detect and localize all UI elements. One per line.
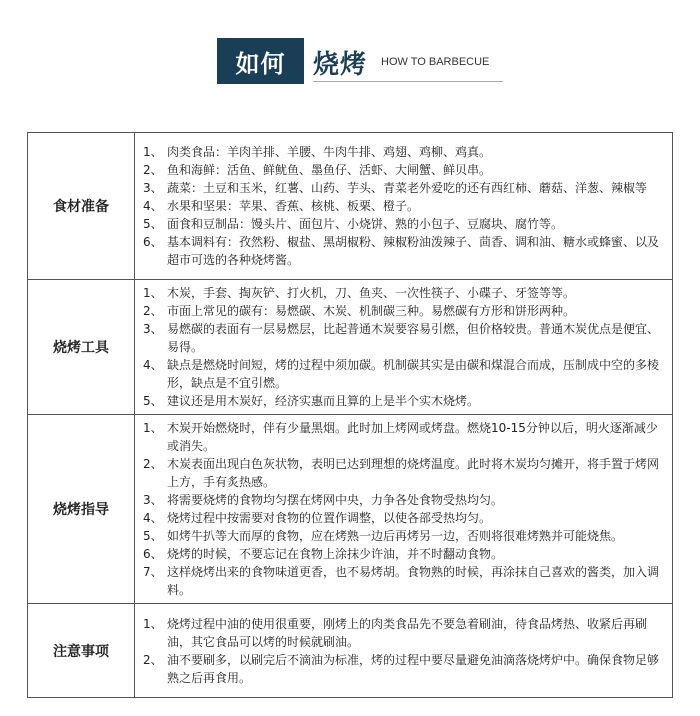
section-content xyxy=(135,604,673,698)
item-text: 水果和坚果：苹果、香蕉、核桃、板栗、橙子。 xyxy=(167,199,420,213)
item-text: 烧烤过程中按需要对食物的位置作调整，以使各部受热均匀。 xyxy=(167,511,492,525)
item-number: 2、 xyxy=(143,652,163,667)
title-underline xyxy=(313,81,503,82)
section-title: 注意事项 xyxy=(28,604,135,698)
title-badge xyxy=(217,38,304,84)
item-text: 肉类食品：羊肉羊排、羊腰、牛肉牛排、鸡翅、鸡柳、鸡真。 xyxy=(167,145,492,159)
item-number: 3、 xyxy=(143,322,163,336)
item-number: 5、 xyxy=(143,394,163,408)
section-title: 烧烤工具 xyxy=(28,280,135,415)
title-part1: 如何 xyxy=(235,49,286,78)
item-number: 4、 xyxy=(143,358,163,372)
list-item xyxy=(143,215,662,233)
item-text: 这样烧烤出来的食物味道更香，也不易烤胡。食物熟的时候，再涂抹自己喜欢的酱类，加入调料。 xyxy=(167,565,660,597)
item-text: 烧烤的时候，不要忘记在食物上涂抹少许油，并不时翻动食物。 xyxy=(167,547,504,561)
item-text: 木炭开始燃烧时，伴有少量黑烟。此时加上烤网或烤盘。燃烧10-15分钟以后，明火逐渐减少或消失。 xyxy=(167,421,658,453)
item-text: 鱼和海鲜：活鱼、鲜鱿鱼、墨鱼仔、活虾、大闸蟹、鲜贝串。 xyxy=(167,163,492,177)
list-item xyxy=(143,491,662,509)
list-item xyxy=(143,179,662,197)
list-item xyxy=(143,233,662,269)
table-row xyxy=(28,604,673,698)
item-text: 基本调料有：孜然粉、椒盐、黑胡椒粉、辣椒粉油泼辣子、茴香、调和油、糖水或蜂蜜、以及超市可选的各种烧烤酱。 xyxy=(167,235,660,267)
item-text: 缺点是燃烧时间短，烤的过程中须加碳。机制碳其实是由碳和煤混合而成，压制成中空的多棱形，缺点是不宜引燃。 xyxy=(167,358,660,390)
item-number: 2、 xyxy=(143,457,163,471)
list-item xyxy=(143,615,662,651)
item-text: 油不要刷多，以刷完后不滴油为标准，烤的过程中要尽量避免油滴落烧烤炉中。确保食物足够熟之后再食用。 xyxy=(167,652,660,685)
item-number: 1、 xyxy=(143,286,163,300)
title-part2: 烧烤 xyxy=(313,50,368,80)
section-title: 烧烤指导 xyxy=(28,415,135,604)
item-text: 易燃碳的表面有一层易燃层，比起普通木炭要容易引燃，但价格较贵。普通木炭优点是便宜、易得。 xyxy=(167,322,660,354)
item-number: 1、 xyxy=(143,421,163,435)
item-number: 5、 xyxy=(143,217,163,231)
item-text: 木炭表面出现白色灰状物，表明已达到理想的烧烤温度。此时将木炭均匀摊开，将手置于烤网上方，手有炙热感。 xyxy=(167,457,660,489)
item-number: 3、 xyxy=(143,181,163,195)
list-item xyxy=(143,356,662,392)
item-number: 1、 xyxy=(143,145,163,159)
table-row xyxy=(28,415,673,604)
item-number: 2、 xyxy=(143,304,163,318)
list-item xyxy=(143,161,662,179)
item-number: 4、 xyxy=(143,199,163,213)
item-text: 市面上常见的碳有：易燃碳、木炭、机制碳三种。易燃碳有方形和饼形两种。 xyxy=(167,304,576,318)
item-number: 5、 xyxy=(143,529,163,543)
item-text: 面食和豆制品：馒头片、面包片、小烧饼、熟的小包子、豆腐块、腐竹等。 xyxy=(167,217,564,231)
list-item xyxy=(143,455,662,491)
title-subtitle-en: HOW TO BARBECUE xyxy=(381,56,490,68)
list-item xyxy=(143,143,662,161)
item-text: 烧烤过程中油的使用很重要，刚烤上的肉类食品先不要急着刷油，待食品烤热、收紧后再刷油，其它食品可以烤的时候就刷油。 xyxy=(167,616,648,649)
list-item xyxy=(143,392,662,410)
table-row xyxy=(28,280,673,415)
table-row xyxy=(28,133,673,280)
list-item xyxy=(143,419,662,455)
item-number: 3、 xyxy=(143,493,163,507)
page-title xyxy=(217,38,500,84)
list-item xyxy=(143,509,662,527)
list-item xyxy=(143,651,662,687)
item-number: 7、 xyxy=(143,565,163,579)
list-item xyxy=(143,197,662,215)
item-text: 木炭，手套、掏灰铲、打火机，刀、鱼夹、一次性筷子、小碟子、牙签等等。 xyxy=(167,286,576,300)
section-content xyxy=(135,280,673,415)
section-content xyxy=(135,415,673,604)
item-text: 建议还是用木炭好，经济实惠而且算的上是半个实木烧烤。 xyxy=(167,394,480,408)
list-item xyxy=(143,545,662,563)
item-text: 如烤牛扒等大而厚的食物，应在烤熟一边后再烤另一边，否则将很难烤熟并可能烧焦。 xyxy=(167,529,624,543)
item-number: 1、 xyxy=(143,616,163,631)
item-number: 6、 xyxy=(143,547,163,561)
list-item xyxy=(143,284,662,302)
item-text: 将需要烧烤的食物均匀摆在烤网中央，力争各处食物受热均匀。 xyxy=(167,493,504,507)
section-title: 食材准备 xyxy=(28,133,135,280)
list-item xyxy=(143,563,662,599)
item-number: 4、 xyxy=(143,511,163,525)
list-item xyxy=(143,527,662,545)
bbq-guide-table xyxy=(27,132,673,698)
item-text: 蔬菜：土豆和玉米，红薯、山药、芋头、青菜老外爱吃的还有西红柿、蘑菇、洋葱、辣椒等 xyxy=(167,181,648,195)
section-content xyxy=(135,133,673,280)
item-number: 2、 xyxy=(143,163,163,177)
list-item xyxy=(143,320,662,356)
item-number: 6、 xyxy=(143,235,163,249)
list-item xyxy=(143,302,662,320)
